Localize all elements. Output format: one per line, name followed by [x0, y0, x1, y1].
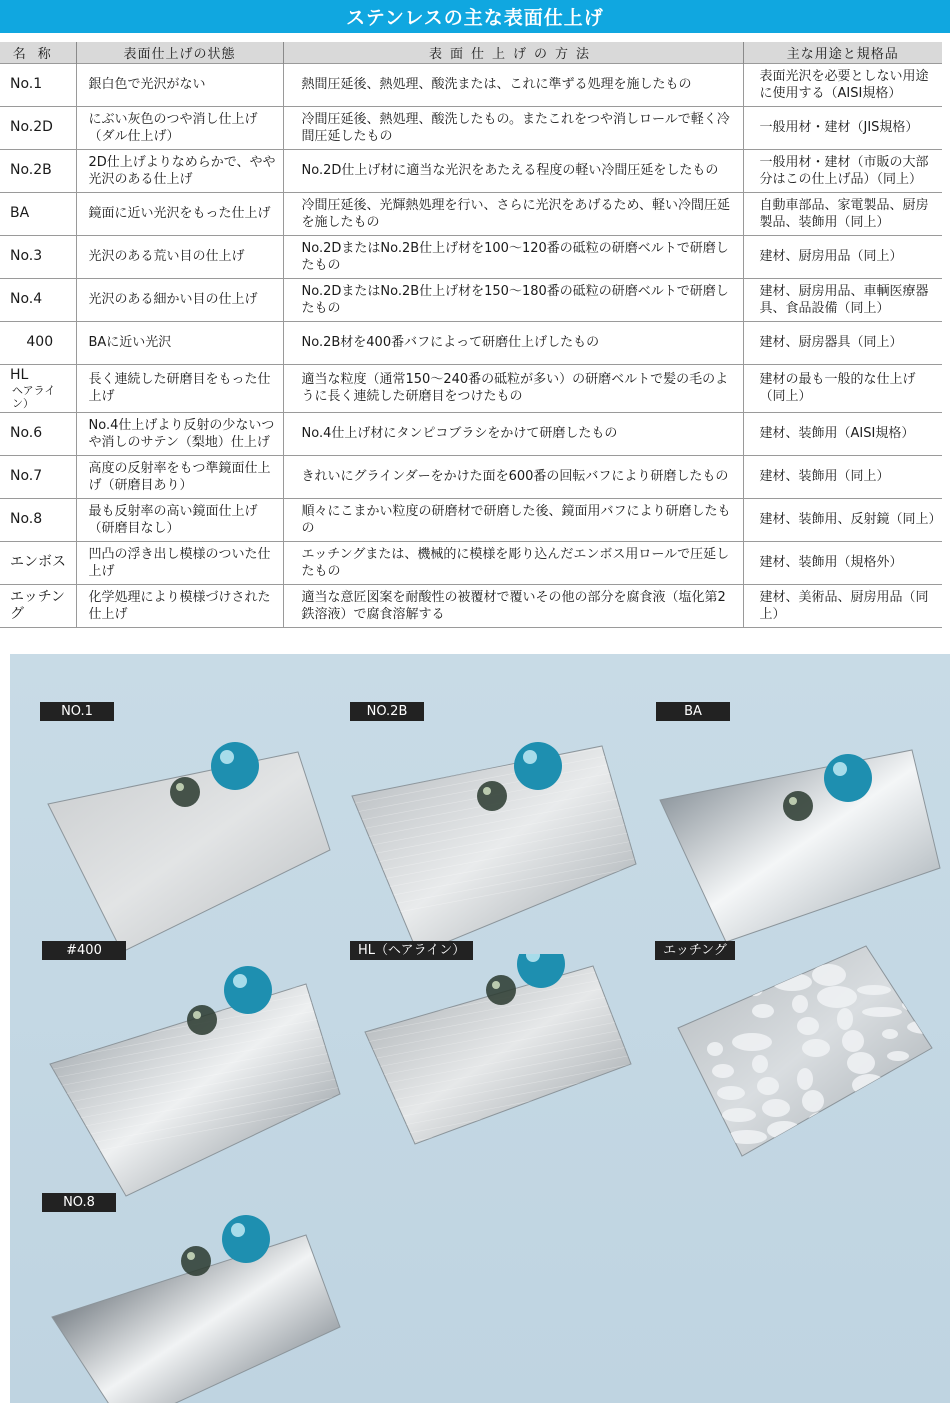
- finish-method-cell: きれいにグラインダーをかけた面を600番の回転バフにより研磨したもの: [283, 455, 743, 498]
- table-row: [0, 455, 942, 498]
- finish-name-sub: ヘアライン）: [12, 383, 56, 410]
- finish-use-cell: 一般用材・建材（市販の大部分はこの仕上げ品）（同上）: [743, 149, 942, 192]
- marble-small: [181, 1246, 211, 1276]
- finish-state-cell: 2D仕上げよりなめらかで、やや光沢のある仕上げ: [76, 149, 283, 192]
- table-row: [0, 63, 942, 106]
- sample-plate-5: [670, 944, 950, 1194]
- header-state: 表面仕上げの状態: [76, 42, 283, 63]
- header-use: 主な用途と規格品: [743, 42, 942, 63]
- finish-name: HL: [10, 366, 29, 383]
- finish-method-cell: No.2B材を400番バフによって研磨仕上げしたもの: [283, 321, 743, 364]
- table-row: [0, 149, 942, 192]
- finish-use-cell: 自動車部品、家電製品、厨房製品、装飾用（同上）: [743, 192, 942, 235]
- finish-state-cell: 銀白色で光沢がない: [76, 63, 283, 106]
- marble-large: [224, 966, 272, 1014]
- finish-state-cell: 光沢のある荒い目の仕上げ: [76, 235, 283, 278]
- finish-method-cell: 適当な意匠図案を耐酸性の被覆材で覆いその他の部分を腐食液（塩化第2鉄溶液）で腐食溶解する: [283, 584, 743, 627]
- table-row: [0, 364, 942, 412]
- finish-name-cell: No.6: [0, 412, 76, 455]
- finish-name-cell: No.7: [0, 455, 76, 498]
- finish-name-cell: エンボス: [0, 541, 76, 584]
- marble-large: [211, 742, 259, 790]
- table-row: [0, 278, 942, 321]
- finish-state-cell: 光沢のある細かい目の仕上げ: [76, 278, 283, 321]
- finish-name-cell: BA: [0, 192, 76, 235]
- finish-name-cell: エッチング: [0, 584, 76, 627]
- finish-method-cell: No.4仕上げ材にタンピコブラシをかけて研磨したもの: [283, 412, 743, 455]
- finish-method-cell: 熱間圧延後、熱処理、酸洗または、これに準ずる処理を施したもの: [283, 63, 743, 106]
- finish-name-cell: No.2B: [0, 149, 76, 192]
- sample-label: NO.1: [40, 702, 114, 721]
- finish-state-cell: 最も反射率の高い鏡面仕上げ（研磨目なし）: [76, 498, 283, 541]
- header-method: 表面仕上げの方法: [283, 42, 743, 63]
- sample-label: BA: [656, 702, 730, 721]
- table-row: [0, 235, 942, 278]
- page-title-bar: [0, 0, 950, 33]
- sample-plate-3: [32, 954, 352, 1204]
- finish-name-cell: No.4: [0, 278, 76, 321]
- finish-name-cell: 400: [0, 321, 76, 364]
- sample-label: エッチング: [655, 941, 735, 960]
- finish-use-cell: 建材、美術品、厨房用品（同上）: [743, 584, 942, 627]
- sample-photo-panel: [10, 654, 950, 1403]
- finish-state-cell: 長く連続した研磨目をもった仕上げ: [76, 364, 283, 412]
- finish-state-cell: No.4仕上げより反射の少ないつや消しのサテン（梨地）仕上げ: [76, 412, 283, 455]
- finish-use-cell: 建材、厨房器具（同上）: [743, 321, 942, 364]
- finish-method-cell: No.2DまたはNo.2B仕上げ材を150〜180番の砥粒の研磨ベルトで研磨したもの: [283, 278, 743, 321]
- finish-use-cell: 建材、装飾用、反射鏡（同上）: [743, 498, 942, 541]
- table-row: [0, 412, 942, 455]
- table-row: [0, 192, 942, 235]
- sample-label: NO.8: [42, 1193, 116, 1212]
- finish-use-cell: 建材の最も一般的な仕上げ（同上）: [743, 364, 942, 412]
- marble-small: [783, 791, 813, 821]
- finish-name-cell: No.8: [0, 498, 76, 541]
- marble-large: [514, 742, 562, 790]
- finish-name-cell: No.1: [0, 63, 76, 106]
- marble-large: [222, 1215, 270, 1263]
- finish-state-cell: BAに近い光沢: [76, 321, 283, 364]
- sample-plate-4: [345, 954, 665, 1204]
- sample-plate-1: [340, 714, 660, 964]
- table-row: [0, 321, 942, 364]
- table-row: [0, 541, 942, 584]
- table-header-row: [0, 42, 942, 63]
- marble-small: [477, 781, 507, 811]
- marble-small: [187, 1005, 217, 1035]
- finish-state-cell: 鏡面に近い光沢をもった仕上げ: [76, 192, 283, 235]
- finish-state-cell: 化学処理により模様づけされた仕上げ: [76, 584, 283, 627]
- finish-method-cell: 順々にこまかい粒度の研磨材で研磨した後、鏡面用バフにより研磨したもの: [283, 498, 743, 541]
- table-row: [0, 584, 942, 627]
- finish-method-cell: 適当な粒度（通常150〜240番の砥粒が多い）の研磨ベルトで髪の毛のように長く連続した研磨目をつけたもの: [283, 364, 743, 412]
- finish-use-cell: 建材、装飾用（規格外）: [743, 541, 942, 584]
- sample-label: #400: [42, 941, 126, 960]
- page-title: ステンレスの主な表面仕上げ: [346, 7, 604, 29]
- finish-state-cell: 高度の反射率をもつ準鏡面仕上げ（研磨目あり）: [76, 455, 283, 498]
- finish-use-cell: 建材、厨房用品（同上）: [743, 235, 942, 278]
- sample-plate-6: [36, 1199, 356, 1403]
- finish-use-cell: 建材、厨房用品、車輌医療器具、食品設備（同上）: [743, 278, 942, 321]
- finish-name-cell: No.2D: [0, 106, 76, 149]
- sample-label: HL（ヘアライン）: [350, 941, 473, 960]
- table-row: [0, 106, 942, 149]
- marble-small: [170, 777, 200, 807]
- finish-method-cell: 冷間圧延後、熱処理、酸洗したもの。またこれをつや消しロールで軽く冷間圧延したもの: [283, 106, 743, 149]
- finish-name-cell: No.3: [0, 235, 76, 278]
- finish-use-cell: 建材、装飾用（AISI規格）: [743, 412, 942, 455]
- finish-state-cell: にぶい灰色のつや消し仕上げ（ダル仕上げ）: [76, 106, 283, 149]
- marble-large: [824, 754, 872, 802]
- sample-plate-2: [650, 714, 950, 964]
- marble-small: [486, 975, 516, 1005]
- header-name: 名称: [0, 42, 76, 63]
- finish-method-cell: No.2DまたはNo.2B仕上げ材を100〜120番の砥粒の研磨ベルトで研磨したもの: [283, 235, 743, 278]
- finish-use-cell: 表面光沢を必要としない用途に使用する（AISI規格）: [743, 63, 942, 106]
- sample-plate-0: [30, 714, 350, 964]
- surface-finish-table: [0, 42, 942, 628]
- finish-method-cell: No.2D仕上げ材に適当な光沢をあたえる程度の軽い冷間圧延をしたもの: [283, 149, 743, 192]
- finish-name-cell: [0, 364, 76, 412]
- sample-label: NO.2B: [350, 702, 424, 721]
- finish-method-cell: エッチングまたは、機械的に模様を彫り込んだエンボス用ロールで圧延したもの: [283, 541, 743, 584]
- finish-method-cell: 冷間圧延後、光輝熱処理を行い、さらに光沢をあげるため、軽い冷間圧延を施したもの: [283, 192, 743, 235]
- finish-state-cell: 凹凸の浮き出し模様のついた仕上げ: [76, 541, 283, 584]
- finish-use-cell: 建材、装飾用（同上）: [743, 455, 942, 498]
- table-row: [0, 498, 942, 541]
- finish-use-cell: 一般用材・建材（JIS規格）: [743, 106, 942, 149]
